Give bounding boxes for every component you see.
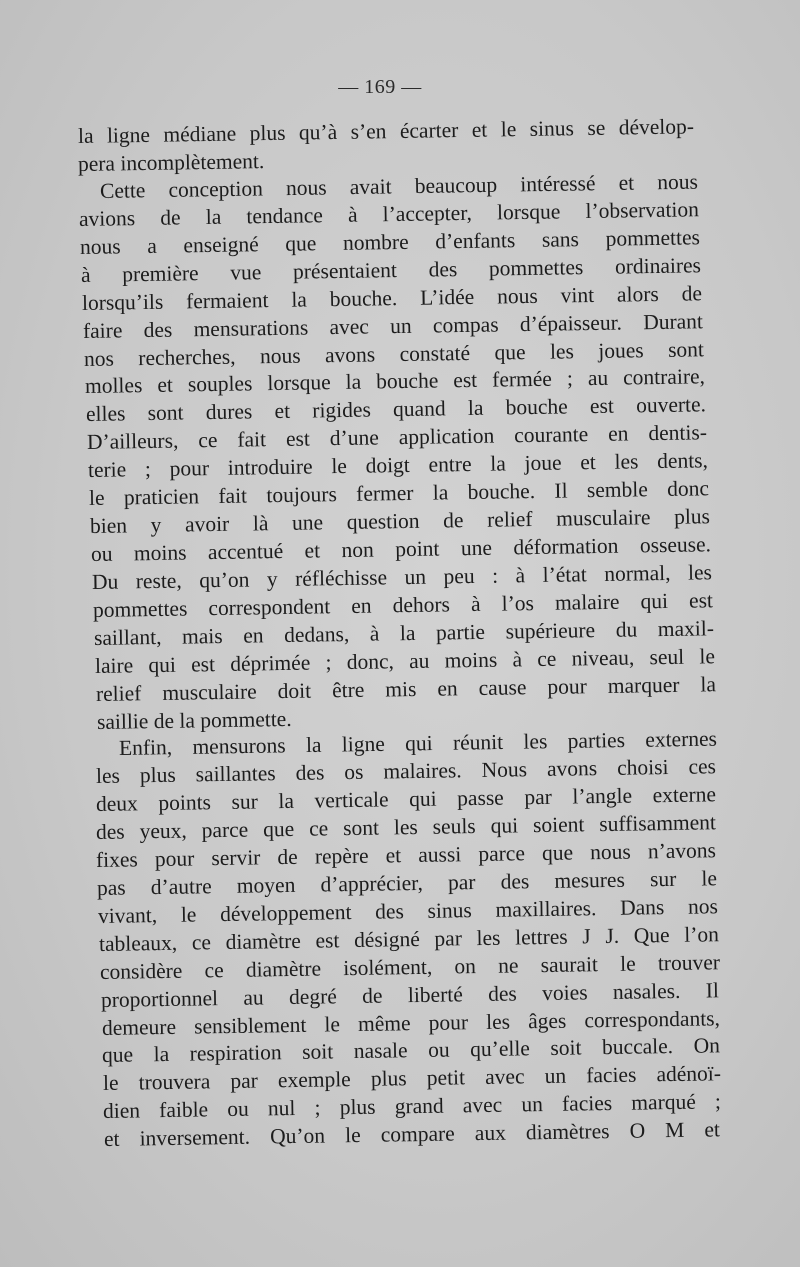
text-line: les plus saillantes des os malaires. Nous avons choisi ces	[95, 754, 717, 788]
text-line: la ligne médiane plus qu’à s’en écarter et le sinus se dévelop-	[77, 114, 695, 148]
text-line: pera incomplètement.	[77, 149, 265, 176]
text-line: le trouvera par exemple plus petit avec un facies adénoï-	[102, 1061, 722, 1095]
text-line: relief musculaire doit être mis en cause pour marquer la	[95, 672, 717, 706]
text-line: D’ailleurs, ce fait est d’une application courante en dentis-	[86, 420, 708, 454]
text-line: proportionnel au degré de liberté des voies nasales. Il	[100, 978, 720, 1012]
text-line: Cette conception nous avait beaucoup intéressé et nous	[99, 169, 699, 203]
text-line: terie ; pour introduire le doigt entre la joue et les dents,	[87, 448, 709, 482]
text-line: ou moins accentué et non point une déformation osseuse.	[90, 532, 712, 566]
text-line: et inversement. Qu’on le compare aux diamètres O M et	[103, 1117, 721, 1151]
text-line: saillant, mais en dedans, à la partie supérieure du maxil-	[93, 616, 715, 650]
text-line: deux points sur la verticale qui passe par l’angle externe	[95, 782, 717, 816]
text-line: bien y avoir là une question de relief musculaire plus	[89, 504, 711, 538]
text-line: laire qui est déprimée ; donc, au moins à ce niveau, seul le	[94, 644, 716, 678]
text-line: tableaux, ce diamètre est désigné par les lettres J J. Que l’on	[98, 922, 720, 956]
text-line: à première vue présentaient des pommettes ordinaires	[80, 253, 702, 287]
page-number: — 169 —	[338, 76, 422, 98]
text-line: faire des mensurations avec un compas d’épaisseur. Durant	[82, 309, 704, 343]
text-line: considère ce diamètre isolément, on ne saurait le trouver	[99, 950, 721, 984]
text-line: Du reste, qu’on y réfléchisse un peu : à l’état normal, les	[91, 560, 713, 594]
text-line: nos recherches, nous avons constaté que les joues sont	[83, 337, 705, 371]
text-line: des yeux, parce que ce sont les seuls qui soient suffisamment	[95, 810, 717, 844]
text-line: nous a enseigné que nombre d’enfants sans pommettes	[79, 225, 701, 259]
text-line: demeure sensiblement le même pour les âges correspondants,	[101, 1006, 721, 1040]
text-line: pommettes correspondent en dehors à l’os malaire qui est	[92, 588, 714, 622]
text-line: vivant, le développement des sinus maxillaires. Dans nos	[97, 894, 719, 928]
text-line: que la respiration soit nasale ou qu’elle soit buccale. On	[101, 1033, 721, 1067]
text-line: elles sont dures et rigides quand la bouche est ouverte.	[85, 392, 707, 426]
text-line: le praticien fait toujours fermer la bouche. Il semble donc	[88, 476, 710, 510]
text-line: fixes pour servir de repère et aussi parce que nous n’avons	[95, 838, 717, 872]
text-line: pas d’autre moyen d’apprécier, par des mesures sur le	[96, 866, 718, 900]
text-line: molles et souples lorsque la bouche est fermée ; au contraire,	[84, 364, 706, 398]
text-line: lorsqu’ils fermaient la bouche. L’idée nous vint alors de	[81, 281, 703, 315]
text-line: Enfin, mensurons la ligne qui réunit les parties externes	[118, 726, 718, 760]
text-line: saillie de la pommette.	[96, 706, 292, 734]
text-line: dien faible ou nul ; plus grand avec un facies marqué ;	[102, 1089, 722, 1123]
text-line: avions de la tendance à l’accepter, lorsque l’observation	[78, 197, 700, 231]
